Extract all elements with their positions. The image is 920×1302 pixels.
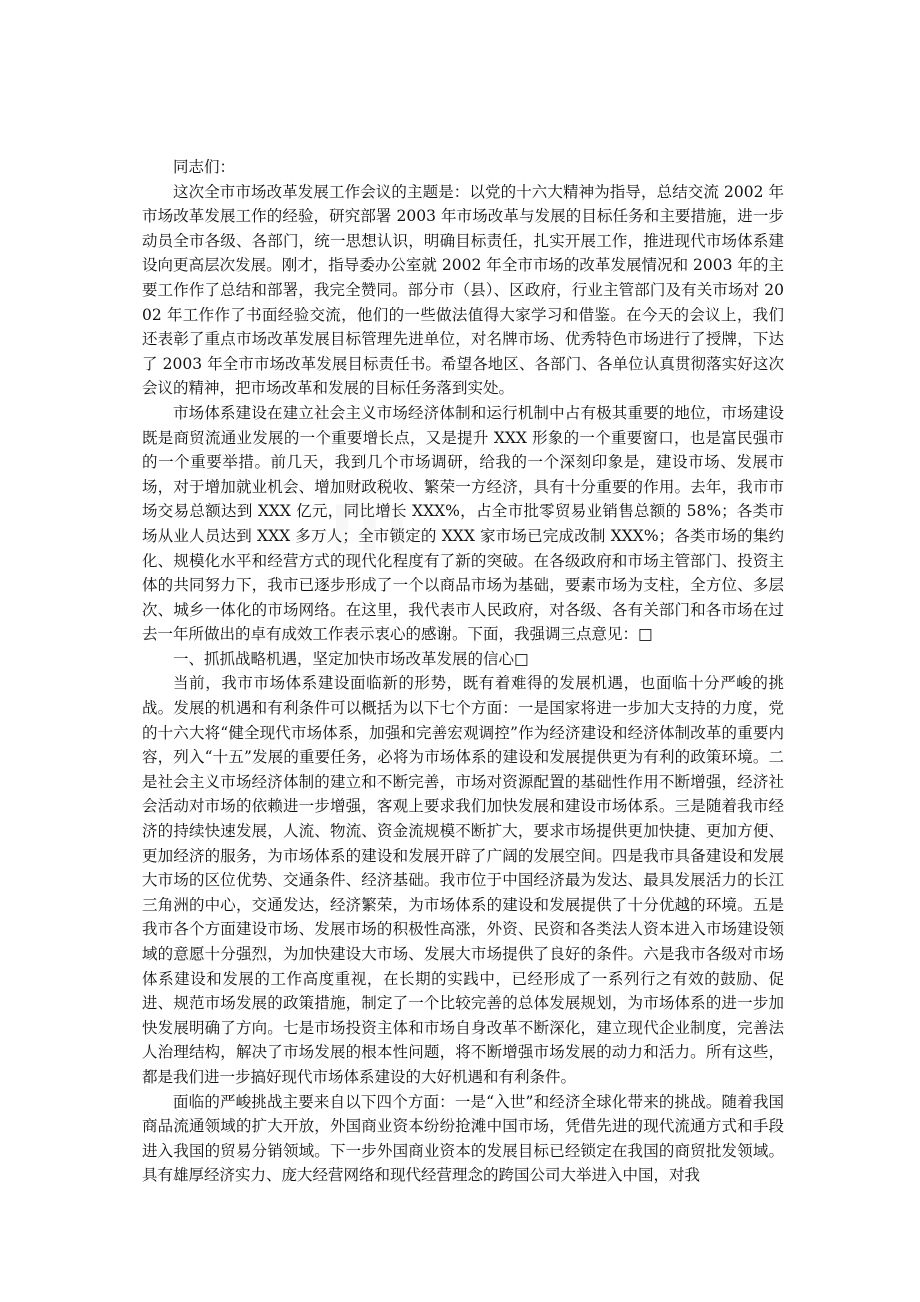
- paragraph-market-system: 市场体系建设在建立社会主义市场经济体制和运行机制中占有极其重要的地位，市场建设既是商贸流通业发展的一个重要增长点，又是提升 XXX 形象的一个重要窗口，也是富民强市的一个重要举措。前几天，我到几个市场调研，给我的一个深刻印象是，建设市场、发展市场，对于增加就业机会、增加财政税收、繁荣一方经济，具有十分重要的作用。去年，我市市场交易总额达到 XXX 亿元，同比增长 XXX%，占全市批零贸易业销售总额的 58%；各类市场从业人员达到 XXX 多万人；全市锁定的 XXX 家市场已完成改制 XXX%；各类市场的集约化、规模化水平和经营方式的现代化程度有了新的突破。在各级政府和市场主管部门、投资主体的共同努力下，我市已逐步形成了一个以商品市场为基础，要素市场为支柱，全方位、多层次、城乡一体化的市场网络。在这里，我代表市人民政府，对各级、各有关部门和各市场在过去一年所做出的卓有成效工作表示衷心的感谢。下面，我强调三点意见：□: [142, 403, 784, 644]
- watermark-text: m: [330, 471, 409, 570]
- paragraph-opportunities: 当前，我市市场体系建设面临新的形势，既有着难得的发展机遇，也面临十分严峻的挑战。发展的机遇和有利条件可以概括为以下七个方面：一是国家将进一步加大支持的力度，党的十六大将“健全现代市场体系，加强和完善宏观调控”作为经济建设和经济体制改革的重要内容，列入“十五”发展的重要任务，必将为市场体系的建设和发展提供更为有利的政策环境。二是社会主义市场经济体制的建立和不断完善，市场对资源配置的基础性作用不断增强，经济社会活动对市场的依赖进一步增强，客观上要求我们加快发展和建设市场体系。三是随着我市经济的持续快速发展，人流、物流、资金流规模不断扩大，要求市场提供更加快捷、更加方便、更加经济的服务，为市场体系的建设和发展开辟了广阔的发展空间。四是我市具备建设和发展大市场的区位优势、交通条件、经济基础。我市位于中国经济最为发达、最具发展活力的长江三角洲的中心，交通发达，经济繁荣，为市场体系的建设和发展提供了十分优越的环境。五是我市各个方面建设市场、发展市场的积极性高涨，外资、民资和各类法人资本进入市场建设领域的意愿十分强烈，为加快建设大市场、发展大市场提供了良好的条件。六是我市各级对市场体系建设和发展的工作高度重视，在长期的实践中，已经形成了一系列行之有效的鼓励、促进、规范市场发展的政策措施，制定了一个比较完善的总体发展规划，为市场体系的进一步加快发展明确了方向。七是市场投资主体和市场自身改革不断深化，建立现代企业制度，完善法人治理结构，解决了市场发展的根本性问题，将不断增强市场发展的动力和活力。所有这些，都是我们进一步搞好现代市场体系建设的大好机遇和有利条件。: [142, 674, 784, 1086]
- paragraph-challenges: 面临的严峻挑战主要来自以下四个方面：一是“入世”和经济全球化带来的挑战。随着我国商品流通领域的扩大开放，外国商业资本纷纷抢滩中国市场，凭借先进的现代流通方式和手段进入我国的贸易分销领域。下一步外国商业资本的发展目标已经锁定在我国的商贸批发领域。具有雄厚经济实力、庞大经营网络和现代经营理念的跨国公司大举进入中国，对我: [142, 1092, 784, 1185]
- document-body: [142, 155, 784, 1188]
- salutation: 同志们：: [173, 158, 236, 176]
- paragraph-opening: 这次全市市场改革发展工作会议的主题是：以党的十六大精神为指导，总结交流 2002 年市场改革发展工作的经验，研究部署 2003 年市场改革与发展的目标任务和主要措施，进一步动员全市各级、各部门，统一思想认识，明确目标责任，扎实开展工作，推进现代市场体系建设向更高层次发展。刚才，指导委办公室就 2002 年全市市场的改革发展情况和 2003 年的主要工作作了总结和部署，我完全赞同。部分市（县）、区政府，行业主管部门及有关市场对 2002 年工作作了书面经验交流，他们的一些做法值得大家学习和借鉴。在今天的会议上，我们还表彰了重点市场改革发展目标管理先进单位，对名牌市场、优秀特色市场进行了授牌，下达了 2003 年全市市场改革发展目标责任书。希望各地区、各部门、各单位认真贯彻落实好这次会议的精神，把市场改革和发展的目标任务落到实处。: [142, 182, 784, 398]
- section-heading: 一、抓抓战略机遇，坚定加快市场改革发展的信心□: [173, 649, 529, 668]
